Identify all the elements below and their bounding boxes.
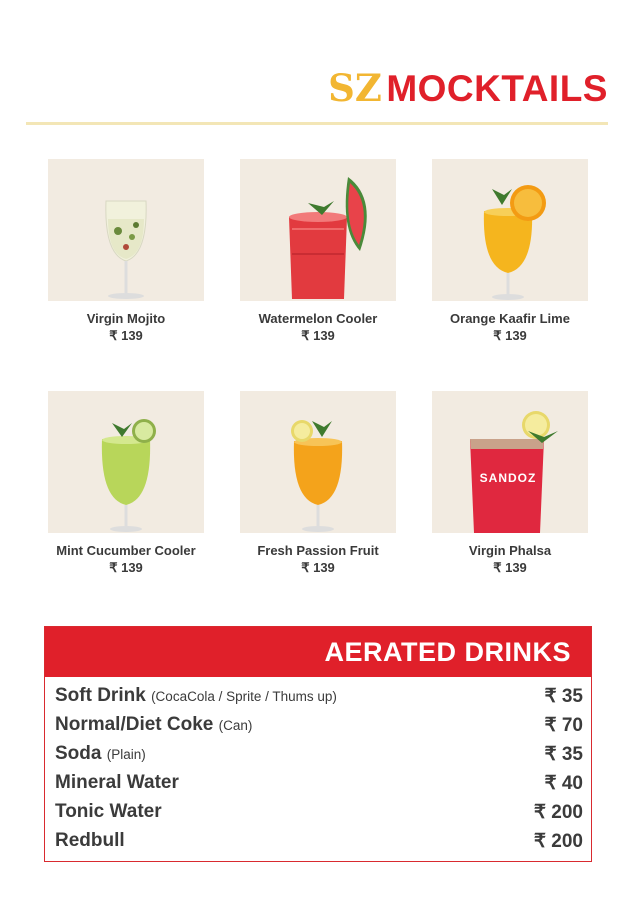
item-price: ₹ 139 bbox=[109, 560, 143, 575]
drink-photo bbox=[432, 391, 588, 533]
drink-row bbox=[55, 826, 583, 855]
item-price: ₹ 139 bbox=[109, 328, 143, 343]
title-divider bbox=[26, 122, 608, 125]
item-name: Watermelon Cooler bbox=[258, 311, 378, 326]
drink-photo bbox=[432, 159, 588, 301]
item-price: ₹ 139 bbox=[301, 328, 335, 343]
drink-price: ₹ 40 bbox=[544, 773, 583, 794]
drink-photo bbox=[48, 159, 204, 301]
drink-price: ₹ 200 bbox=[533, 802, 583, 823]
drink-photo bbox=[48, 391, 204, 533]
drink-name: Mineral Water bbox=[55, 772, 179, 793]
item-name: Mint Cucumber Cooler bbox=[56, 543, 196, 558]
aerated-drinks-panel bbox=[44, 626, 592, 862]
drink-price: ₹ 70 bbox=[544, 715, 583, 736]
aerated-header bbox=[45, 627, 591, 677]
aerated-title: AERATED DRINKS bbox=[324, 637, 571, 667]
menu-item-virgin-phalsa bbox=[432, 391, 588, 576]
item-price: ₹ 139 bbox=[301, 560, 335, 575]
drink-name: Redbull bbox=[55, 830, 125, 851]
drink-name: Normal/Diet Coke bbox=[55, 714, 214, 735]
menu-item-watermelon-cooler bbox=[240, 159, 396, 344]
item-price: ₹ 139 bbox=[493, 560, 527, 575]
drink-photo bbox=[240, 391, 396, 533]
drink-detail: (Plain) bbox=[106, 747, 146, 762]
item-name: Fresh Passion Fruit bbox=[257, 543, 379, 558]
menu-item-virgin-mojito bbox=[48, 159, 204, 344]
drink-name: Soft Drink bbox=[55, 685, 146, 706]
drink-photo bbox=[240, 159, 396, 301]
brand-prefix: SZ bbox=[328, 66, 382, 110]
drink-detail: (CocaCola / Sprite / Thums up) bbox=[151, 689, 337, 704]
menu-item-fresh-passion-fruit bbox=[240, 391, 396, 576]
drink-row bbox=[55, 797, 583, 826]
item-name: Orange Kaafir Lime bbox=[450, 311, 570, 326]
menu-item-orange-kaafir-lime bbox=[432, 159, 588, 344]
drink-row bbox=[55, 710, 583, 739]
item-name: Virgin Phalsa bbox=[468, 543, 552, 558]
item-name: Virgin Mojito bbox=[86, 311, 166, 326]
menu-item-mint-cucumber-cooler bbox=[48, 391, 204, 576]
glass-brand-label: SANDOZ bbox=[479, 471, 537, 485]
page-title bbox=[328, 66, 608, 110]
section-title: MOCKTAILS bbox=[386, 68, 608, 109]
drink-price: ₹ 35 bbox=[544, 744, 583, 765]
drink-row bbox=[55, 739, 583, 768]
drink-name: Soda bbox=[55, 743, 102, 764]
drink-name: Tonic Water bbox=[55, 801, 162, 822]
drink-detail: (Can) bbox=[218, 718, 253, 733]
drink-row bbox=[55, 768, 583, 797]
drink-row bbox=[55, 681, 583, 710]
drink-price: ₹ 200 bbox=[533, 831, 583, 852]
item-price: ₹ 139 bbox=[493, 328, 527, 343]
drink-price: ₹ 35 bbox=[544, 686, 583, 707]
